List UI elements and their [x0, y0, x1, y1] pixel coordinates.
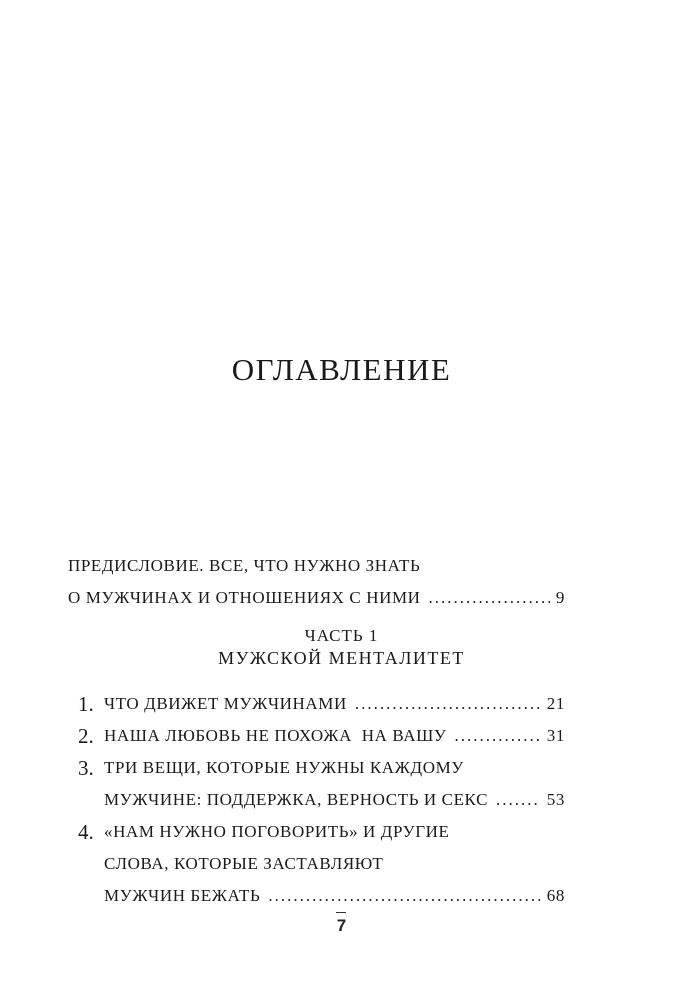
- page-number: 7: [336, 916, 347, 935]
- preface-line-1: [68, 550, 565, 582]
- folio-rule: [336, 912, 346, 913]
- dot-leader: [429, 582, 550, 614]
- chapter-entry-3: [78, 752, 565, 816]
- chapter-number: 3.: [78, 756, 94, 780]
- chapter-line: [104, 720, 565, 752]
- chapter-number: 2.: [78, 724, 94, 748]
- preface-page-number: 9: [555, 588, 565, 607]
- dot-leader: [268, 880, 540, 912]
- chapter-page-number: 21: [546, 694, 565, 713]
- chapter-page-number: 68: [546, 886, 565, 905]
- chapter-title-line: ТРИ ВЕЩИ, КОТОРЫЕ НУЖНЫ КАЖДОМУ: [104, 758, 464, 777]
- chapter-title-line: ЧТО ДВИЖЕТ МУЖЧИНАМИ: [104, 694, 347, 713]
- dot-leader: [355, 688, 541, 720]
- dot-leader: [496, 784, 541, 816]
- chapter-line: [104, 688, 565, 720]
- chapter-line: [104, 752, 565, 784]
- page-title: ОГЛАВЛЕНИЕ: [231, 352, 452, 387]
- part-label: ЧАСТЬ 1: [304, 626, 379, 645]
- part-title: МУЖСКОЙ МЕНТАЛИТЕТ: [218, 648, 465, 668]
- chapter-title-line: НАША ЛЮБОВЬ НЕ ПОХОЖА НА ВАШУ: [104, 726, 447, 745]
- chapter-entry-2: [78, 720, 565, 752]
- chapter-line: [104, 816, 565, 848]
- chapter-number: 4.: [78, 820, 94, 844]
- chapter-page-number: 31: [546, 726, 565, 745]
- chapter-title-line: «НАМ НУЖНО ПОГОВОРИТЬ» И ДРУГИЕ: [104, 822, 450, 841]
- chapter-line: [104, 848, 565, 880]
- preface-title-line-1: ПРЕДИСЛОВИЕ. ВСЕ, ЧТО НУЖНО ЗНАТЬ: [68, 556, 421, 575]
- chapter-title-line: МУЖЧИН БЕЖАТЬ: [104, 886, 261, 905]
- chapter-entry-1: [78, 688, 565, 720]
- chapter-list: [78, 688, 565, 912]
- dot-leader: [454, 720, 540, 752]
- chapter-entry-4: [78, 816, 565, 912]
- preface-title-line-2: О МУЖЧИНАХ И ОТНОШЕНИЯХ С НИМИ: [68, 588, 421, 607]
- chapter-line: [104, 784, 565, 816]
- preface-line-2: [68, 582, 565, 614]
- chapter-page-number: 53: [546, 790, 565, 809]
- chapter-title-line: МУЖЧИНЕ: ПОДДЕРЖКА, ВЕРНОСТЬ И СЕКС: [104, 790, 489, 809]
- chapter-number: 1.: [78, 692, 94, 716]
- chapter-title-line: СЛОВА, КОТОРЫЕ ЗАСТАВЛЯЮТ: [104, 854, 384, 873]
- preface-entry: [68, 550, 565, 614]
- part-heading: [0, 625, 683, 669]
- chapter-line: [104, 880, 565, 912]
